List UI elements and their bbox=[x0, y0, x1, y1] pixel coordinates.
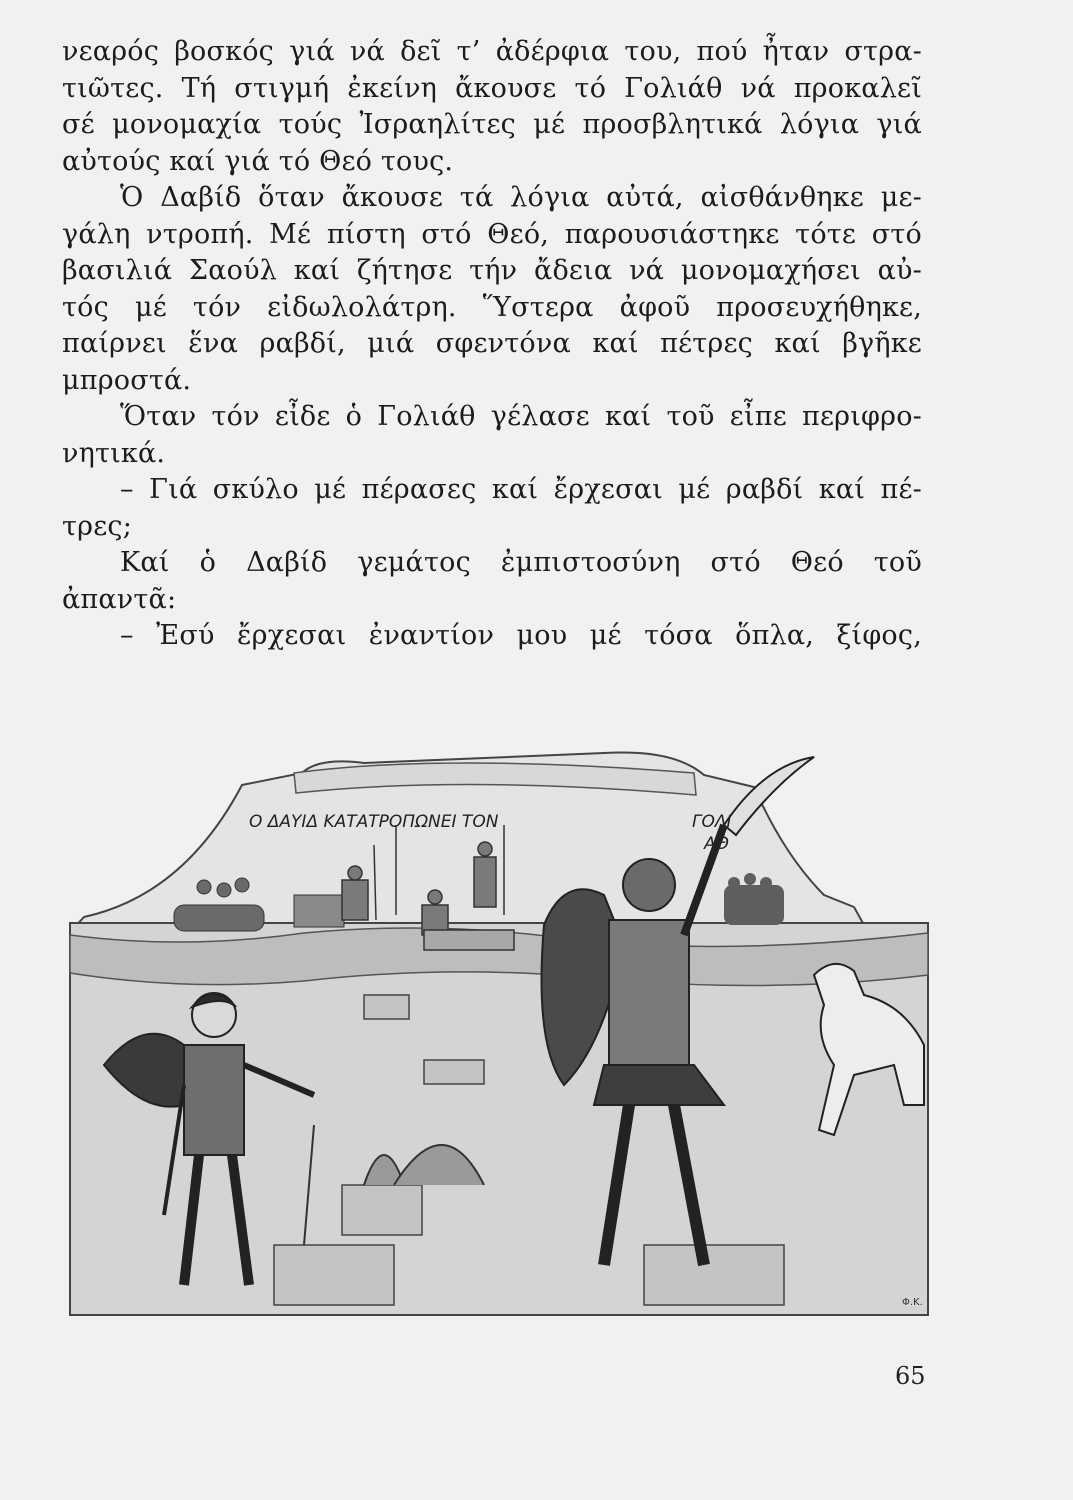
artist-signature: Φ.Κ. bbox=[902, 1297, 923, 1308]
illustration-caption-name-end: ΑΘ bbox=[704, 834, 730, 854]
text-line: αὐτούς καί γιά τό Θεό τους. bbox=[62, 145, 454, 177]
text-line: βασιλιά Σαούλ καί ζήτησε τήν ἄδεια νά μονομαχήσει αὐ- bbox=[62, 255, 922, 286]
text-line: Καί ὁ Δαβίδ γεμάτος ἐμπιστοσύνη στό Θεό τοῦ bbox=[120, 547, 922, 578]
body-text bbox=[62, 34, 922, 655]
text-line: Ὅταν τόν εἶδε ὁ Γολιάθ γέλασε καί τοῦ εἶπε περιφρο- bbox=[120, 401, 922, 432]
text-line: Ὁ Δαβίδ ὅταν ἄκουσε τά λόγια αὐτά, αἰσθάνθηκε με- bbox=[120, 182, 922, 213]
text-line: παίρνει ἕνα ραβδί, μιά σφεντόνα καί πέτρες καί βγῆκε bbox=[62, 328, 922, 359]
text-line: τρες; bbox=[62, 510, 133, 542]
illustration-caption: Ο ΔΑΥΙΔ ΚΑΤΑΤΡΟΠΩΝΕΙ ΤΟΝ bbox=[249, 812, 499, 832]
david-goliath-illustration bbox=[64, 745, 934, 1320]
text-line: μπροστά. bbox=[62, 364, 192, 396]
text-line: ἀπαντᾶ: bbox=[62, 583, 177, 615]
text-line: τιῶτες. Τή στιγμή ἐκείνη ἄκουσε τό Γολιάθ νά προκαλεῖ bbox=[62, 72, 922, 104]
text-line: – Γιά σκύλο μέ πέρασες καί ἔρχεσαι μέ ραβδί καί πέ- bbox=[120, 474, 922, 505]
text-line: σέ μονομαχία τούς Ἰσραηλίτες μέ προσβλητικά λόγια γιά bbox=[62, 109, 922, 140]
text-line: – Ἐσύ ἔρχεσαι ἐναντίον μου μέ τόσα ὅπλα, ξίφος, bbox=[120, 620, 922, 651]
page-number: 65 bbox=[895, 1362, 926, 1390]
text-line: γάλη ντροπή. Μέ πίστη στό Θεό, παρουσιάστηκε τότε στό bbox=[62, 218, 922, 250]
text-line: νεαρός βοσκός γιά νά δεῖ τ’ ἀδέρφια του, πού ἦταν στρα- bbox=[62, 36, 922, 67]
illustration-caption-name: ΓΟΛΙ bbox=[692, 812, 732, 832]
text-line: τός μέ τόν εἰδωλολάτρη. Ὕστερα ἀφοῦ προσευχήθηκε, bbox=[62, 291, 922, 323]
text-line: νητικά. bbox=[62, 437, 166, 469]
